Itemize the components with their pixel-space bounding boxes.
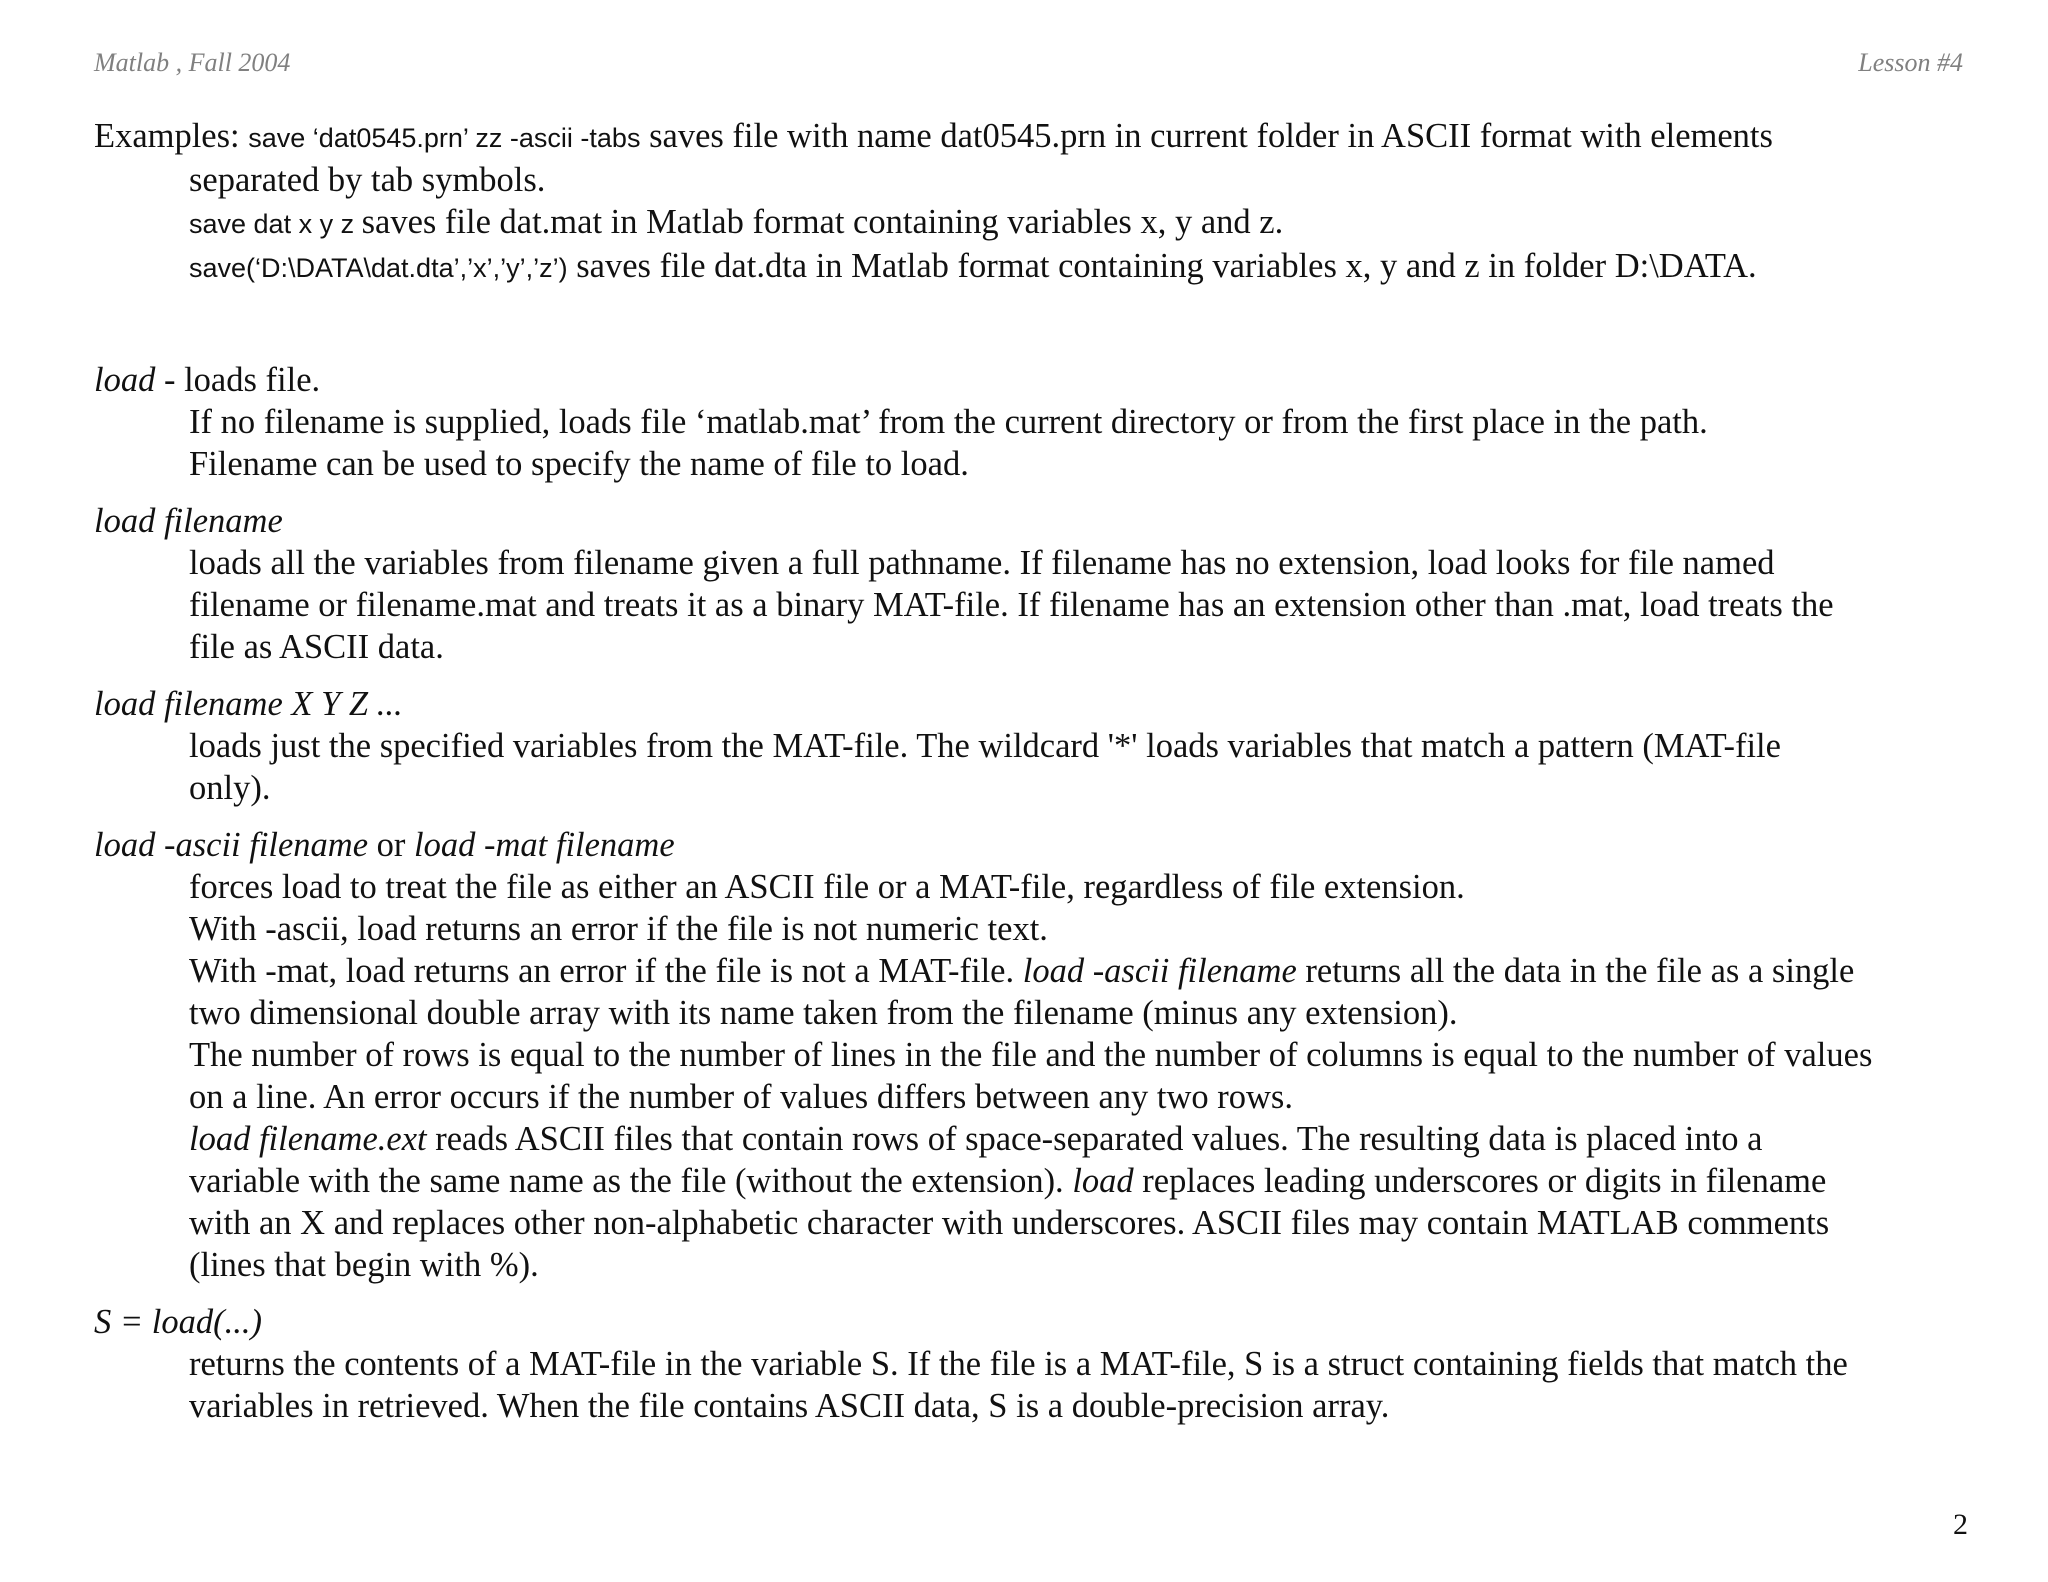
load-ascii-line: with an X and replaces other non-alphabetic character with underscores. ASCII files may contain MATLAB comments	[189, 1204, 1830, 1242]
load-line: Filename can be used to specify the name of file to load.	[189, 445, 969, 483]
load-mat-term: load -mat filename	[414, 826, 675, 864]
load-filename-line: file as ASCII data.	[189, 628, 444, 666]
example-2-description: saves file dat.mat in Matlab format containing variables x, y and z.	[361, 203, 1284, 241]
load-inline-term: load	[1072, 1162, 1134, 1200]
load-heading	[94, 359, 1984, 401]
example-1-continuation: separated by tab symbols.	[189, 161, 546, 199]
load-ascii-line: two dimensional double array with its name taken from the filename (minus any extension).	[189, 994, 1458, 1032]
load-ascii-line: With -ascii, load returns an error if the file is not numeric text.	[189, 910, 1048, 948]
load-term-description: - loads file.	[155, 361, 321, 399]
load-ascii-line: (lines that begin with %).	[189, 1246, 539, 1284]
load-ascii-text: returns all the data in the file as a single	[1296, 952, 1855, 990]
load-ascii-text: reads ASCII files that contain rows of space-separated values. The resulting data is placed into a	[426, 1120, 1763, 1158]
load-xyz-line: only).	[189, 769, 271, 807]
load-ascii-text: With -mat, load returns an error if the file is not a MAT-file.	[189, 952, 1023, 990]
load-s-heading: S = load(...)	[94, 1303, 262, 1341]
load-term: load	[94, 361, 156, 399]
load-ascii-text: variable with the same name as the file (without the extension).	[189, 1162, 1073, 1200]
load-filename-heading: load filename	[94, 502, 283, 540]
load-ascii-line: The number of rows is equal to the number of lines in the file and the number of columns is equal to the number of values	[189, 1036, 1873, 1074]
load-s-line: returns the contents of a MAT-file in the variable S. If the file is a MAT-file, S is a struct containing fields that match the	[189, 1345, 1848, 1383]
example-1-description: saves file with name dat0545.prn in current folder in ASCII format with elements	[640, 117, 1773, 155]
load-xyz-line: loads just the specified variables from the MAT-file. The wildcard '*' loads variables that match a pattern (MAT-file	[189, 727, 1781, 765]
example-1-command: save ‘dat0545.prn’ zz -ascii -tabs	[248, 123, 641, 153]
examples-label: Examples:	[94, 117, 249, 155]
example-3-description: saves file dat.dta in Matlab format containing variables x, y and z in folder D:\DATA.	[567, 247, 1757, 285]
load-ascii-term: load -ascii filename	[94, 826, 369, 864]
load-ascii-heading	[94, 824, 1984, 866]
header-course: Matlab , Fall 2004	[94, 48, 291, 77]
load-ascii-line: on a line. An error occurs if the number of values differs between any two rows.	[189, 1078, 1293, 1116]
load-ascii-or: or	[368, 826, 415, 864]
document-body	[94, 115, 1984, 1427]
load-filename-line: loads all the variables from filename given a full pathname. If filename has no extension, load looks for file named	[189, 544, 1775, 582]
examples-line-2	[94, 201, 1984, 245]
load-s-line: variables in retrieved. When the file contains ASCII data, S is a double-precision array.	[189, 1387, 1390, 1425]
load-line: If no filename is supplied, loads file ‘matlab.mat’ from the current directory or from the first place in the path.	[189, 403, 1708, 441]
examples-line-3	[94, 245, 1984, 289]
examples-line-1	[94, 115, 1984, 159]
load-ascii-line	[94, 1160, 1984, 1202]
load-filename-line: filename or filename.mat and treats it as a binary MAT-file. If filename has an extension other than .mat, load treats the	[189, 586, 1834, 624]
load-xyz-heading: load filename X Y Z ...	[94, 685, 403, 723]
load-ascii-line: forces load to treat the file as either an ASCII file or a MAT-file, regardless of file extension.	[189, 868, 1465, 906]
example-2-command: save dat x y z	[189, 209, 362, 239]
load-ascii-text: replaces leading underscores or digits in filename	[1133, 1162, 1827, 1200]
load-ext-inline-term: load filename.ext	[189, 1120, 427, 1158]
load-ascii-line	[94, 950, 1984, 992]
header-lesson: Lesson #4	[1858, 48, 1963, 77]
load-ascii-inline-term: load -ascii filename	[1022, 952, 1297, 990]
load-ascii-line	[94, 1118, 1984, 1160]
example-3-command: save(‘D:\DATA\dat.dta’,’x’,’y’,’z’)	[189, 253, 568, 283]
page-number: 2	[1953, 1508, 1968, 1541]
